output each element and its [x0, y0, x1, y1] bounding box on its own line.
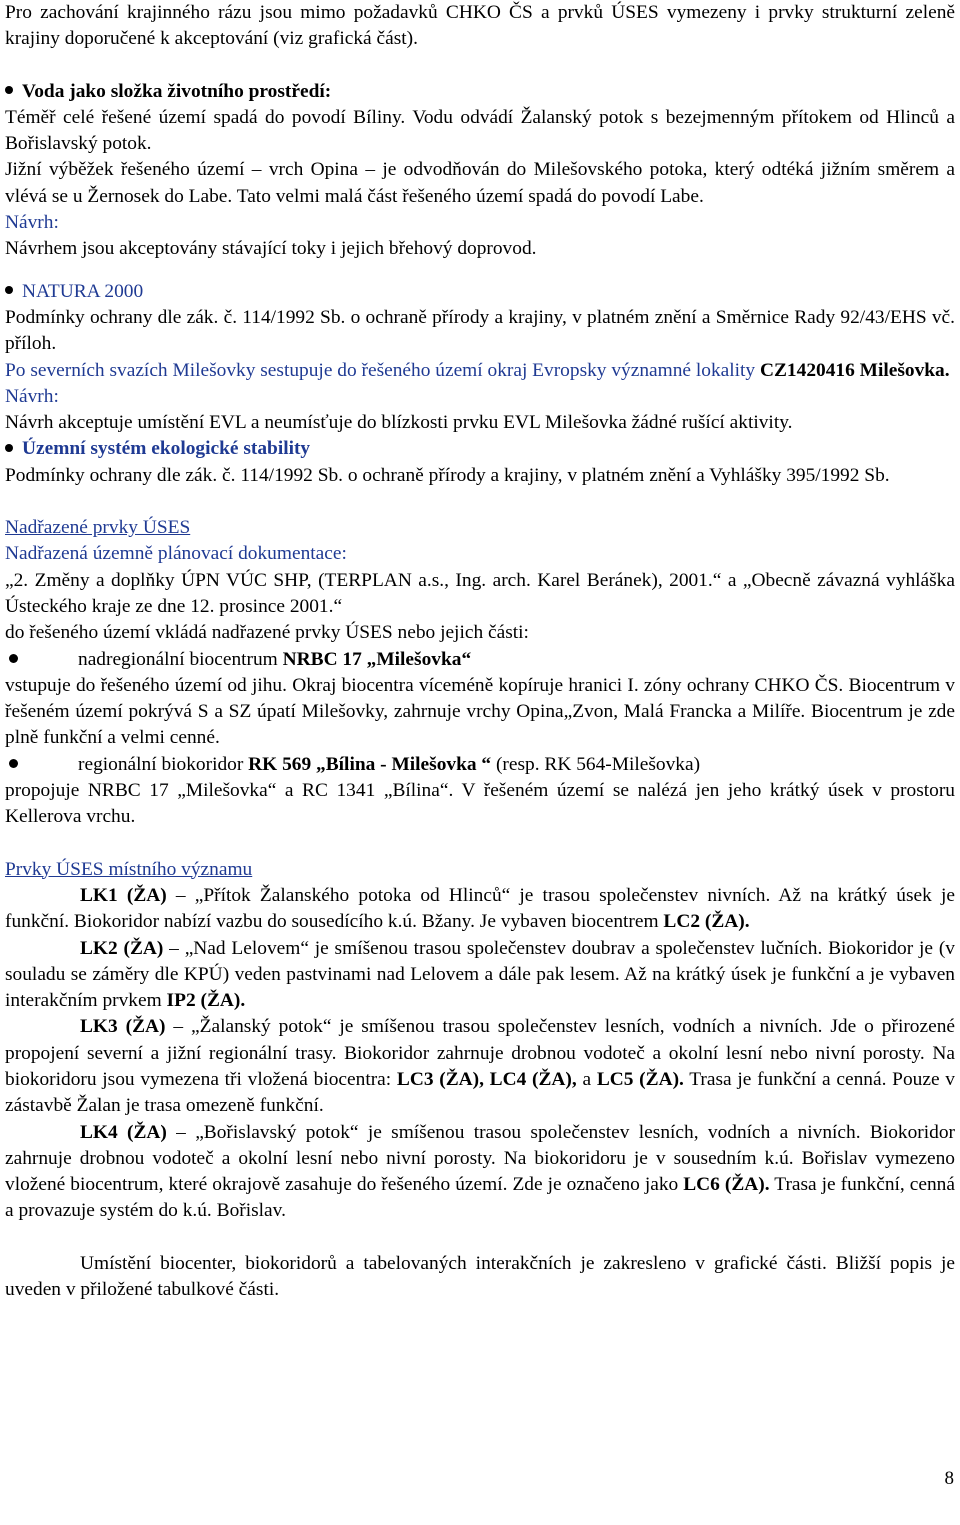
lk3-paragraph: LK3 (ŽA) – „Žalanský potok“ je smíšenou trasou společenstev lesních, vodních a nivních. Jde o přirozené propojení severní a jižní regionální trasy. Biokoridor zahrnuje drobnou vodoteč a okolní lesní nebo nivní porosty. Na biokoridoru jsou vymezena tři vložená biocentra: LC3 (ŽA), LC4 (ŽA), a LC5 (ŽA). Trasa je funkční a cenná. Pouze v zástavbě Žalan je trasa omezeně funkční.: [5, 1016, 955, 1117]
lk1-paragraph: LK1 (ŽA) – „Přítok Žalanského potoka od Hlinců“ je trasou společenstev nivních. Až na krátký úsek je funkční. Biokoridor nabízí vazbu do sousedícího k.ú. Bžany. Je vybaven biocentrem LC2 (ŽA).: [5, 884, 955, 933]
closing-paragraph: Umístění biocenter, biokoridorů a tabelovaných interakčních je zakresleno v grafické části. Bližší popis je uveden v přiložené tabulkové části.: [5, 1252, 955, 1301]
water-navrh-label: Návrh:: [5, 212, 59, 234]
lk2-paragraph: LK2 (ŽA) – „Nad Lelovem“ je smíšenou trasou společenstev doubrav a společenstev lučních. Biokoridor je (v souladu se záměry dle KPÚ) veden pastvinami nad Lelovem a dále pak lesem. Až na krátký úsek je funkční a je vybaven interakčním prvkem IP2 (ŽA).: [5, 937, 955, 1012]
bullet-icon: [5, 86, 13, 94]
water-navrh-text: Návrhem jsou akceptovány stávající toky i jejich břehový doprovod.: [5, 238, 537, 260]
natura-paragraph-2: Po severních svazích Milešovky sestupuje do řešeného území okraj Evropsky významné lokality CZ1420416 Milešovka.: [5, 359, 950, 381]
uses-paragraph: Podmínky ochrany dle zák. č. 114/1992 Sb. o ochraně přírody a krajiny, v platném znění a Vyhlášky 395/1992 Sb.: [5, 464, 890, 486]
water-heading: Voda jako složka životního prostředí:: [5, 79, 955, 105]
bullet-icon: [9, 654, 18, 663]
mistni-heading: Prvky ÚSES místního významu: [5, 858, 253, 880]
nadrazene-doc-label: Nadřazená územně plánovací dokumentace:: [5, 543, 347, 565]
nadrazene-b1-desc: vstupuje do řešeného území od jihu. Okraj biocentra víceméně kopíruje hranici I. zóny ochrany CHKO ČS. Biocentrum v řešeném území pokrývá S a SZ úpatí Milešovky, zahrnuje vrchy Opina„Zvon, Malá Francka a Milíře. Biocentrum je zde plně funkční a velmi cenné.: [5, 674, 955, 749]
nadrazene-intro: do řešeného území vkládá nadřazené prvky ÚSES nebo jejich části:: [5, 622, 529, 644]
bullet-icon: [5, 444, 13, 452]
bullet-icon: [5, 286, 13, 294]
natura-navrh-label: Návrh:: [5, 385, 59, 407]
page-number: 8: [944, 1468, 954, 1489]
natura-navrh-text: Návrh akceptuje umístění EVL a neumísťuje do blízkosti prvku EVL Milešovka žádné rušící aktivity.: [5, 412, 793, 434]
list-item: regionální biokoridor RK 569 „Bílina - Milešovka “ (resp. RK 564-Milešovka): [5, 752, 955, 778]
document-page: [5, 0, 955, 1303]
nadrazene-doc-text: „2. Změny a doplňky ÚPN VÚC SHP, (TERPLAN a.s., Ing. arch. Karel Beránek), 2001.“ a „Obecně závazná vyhláška Ústeckého kraje ze dne 12. prosince 2001.“: [5, 569, 955, 617]
nadrazene-heading: Nadřazené prvky ÚSES: [5, 517, 191, 539]
intro-paragraph: Pro zachování krajinného rázu jsou mimo požadavků CHKO ČS a prvků ÚSES vymezeny i prvky strukturní zeleně krajiny doporučené k akceptování (viz grafická část).: [5, 2, 955, 50]
natura-paragraph-1: Podmínky ochrany dle zák. č. 114/1992 Sb. o ochraně přírody a krajiny, v platném znění a Směrnice Rady 92/43/EHS vč. příloh.: [5, 306, 955, 355]
bullet-icon: [9, 759, 18, 768]
uses-heading: Územní systém ekologické stability: [5, 436, 955, 462]
water-paragraph-1: Téměř celé řešené území spadá do povodí Bíliny. Vodu odvádí Žalanský potok s bezejmenným přítokem od Hlinců a Bořislavský potok.: [5, 106, 955, 155]
nadrazene-b2-desc: propojuje NRBC 17 „Milešovka“ a RC 1341 „Bílina“. V řešeném území se nalézá jen jeho krátký úsek v prostoru Kellerova vrchu.: [5, 780, 955, 828]
natura-heading: NATURA 2000: [5, 279, 955, 305]
lk4-paragraph: LK4 (ŽA) – „Bořislavský potok“ je smíšenou trasou společenstev lesních, vodních a nivních. Biokoridor zahrnuje drobnou vodoteč a okolní lesní nebo nivní porosty. Na biokoridoru je v sousedním k.ú. Bořislav vymezeno vložené biocentrum, které okrajově zasahuje do řešeného území. Zde je označeno jako LC6 (ŽA). Trasa je funkční, cenná a provazuje systém do k.ú. Bořislav.: [5, 1121, 955, 1222]
list-item: nadregionální biocentrum NRBC 17 „Milešovka“: [5, 647, 955, 673]
water-paragraph-2: Jižní výběžek řešeného území – vrch Opina – je odvodňován do Milešovského potoka, který odtéká jižním směrem a vlévá se u Žernosek do Labe. Tato velmi malá část řešeného území spadá do povodí Labe.: [5, 159, 955, 207]
